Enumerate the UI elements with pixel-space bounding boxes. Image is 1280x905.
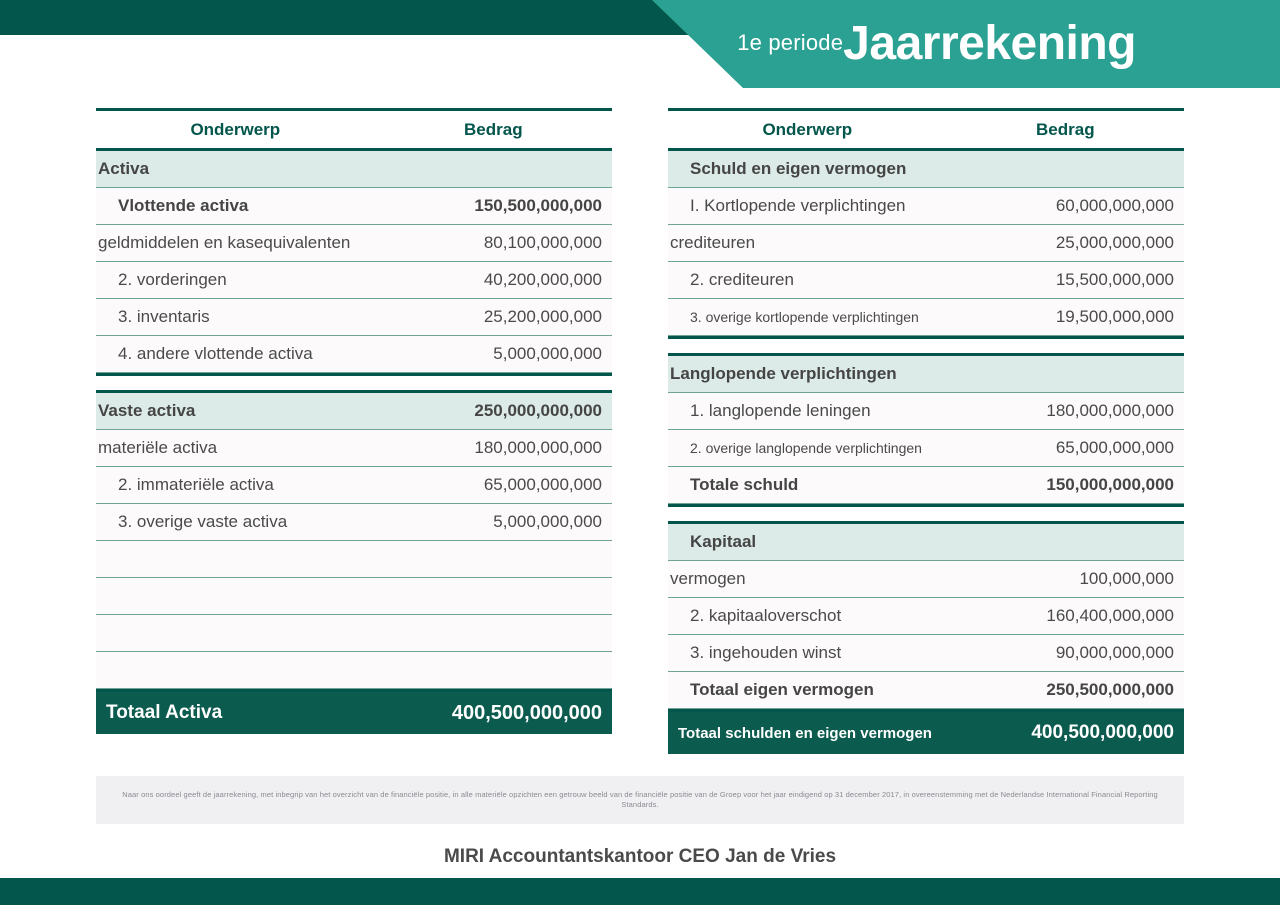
table-row xyxy=(668,561,1184,598)
row-label: Langlopende verplichtingen xyxy=(670,364,897,383)
balance-sheet xyxy=(0,90,1280,868)
footer-bar xyxy=(0,878,1280,905)
table-row xyxy=(668,188,1184,225)
row-label: 1. langlopende leningen xyxy=(690,401,871,420)
row-value: 160,400,000,000 xyxy=(1046,606,1174,625)
total-assets-value: 400,500,000,000 xyxy=(451,701,602,724)
table-row xyxy=(668,430,1184,467)
table-row xyxy=(96,188,612,225)
row-value: 180,000,000,000 xyxy=(474,438,602,457)
row-value: 250,000,000,000 xyxy=(474,401,602,420)
header-dark-wedge xyxy=(0,0,760,90)
liabilities-column xyxy=(668,108,1184,754)
table-row xyxy=(668,598,1184,635)
row-value: 60,000,000,000 xyxy=(1055,196,1174,215)
row-value: 100,000,000 xyxy=(1079,569,1174,588)
total-assets-label: Totaal Activa xyxy=(106,702,223,723)
row-label: Totale schuld xyxy=(690,475,799,494)
table-row xyxy=(96,578,612,615)
row-value: 40,200,000,000 xyxy=(483,270,602,289)
row-label: 3. overige kortlopende verplichtingen xyxy=(690,309,919,325)
row-label: 2. overige langlopende verplichtingen xyxy=(690,440,922,456)
table-row xyxy=(96,652,612,689)
table-block xyxy=(96,151,612,376)
signature-line: MIRI Accountantskantoor CEO Jan de Vries xyxy=(443,846,837,867)
page-header xyxy=(0,0,1280,90)
row-value: 65,000,000,000 xyxy=(1055,438,1174,457)
row-value: 150,500,000,000 xyxy=(474,196,602,215)
row-value: 65,000,000,000 xyxy=(483,475,602,494)
row-label: 3. ingehouden winst xyxy=(690,643,842,662)
tables-container xyxy=(0,90,1280,754)
row-value: 80,100,000,000 xyxy=(483,233,602,252)
table-row xyxy=(668,393,1184,430)
column-header-amount: Bedrag xyxy=(1036,119,1095,139)
assets-column-header-table xyxy=(96,108,612,151)
table-row xyxy=(96,336,612,373)
table-row xyxy=(96,615,612,652)
table-row xyxy=(96,504,612,541)
row-label: 2. kapitaaloverschot xyxy=(690,606,842,625)
table-row xyxy=(96,541,612,578)
row-label: Schuld en eigen vermogen xyxy=(690,159,907,178)
table-row xyxy=(668,672,1184,709)
column-header-subject: Onderwerp xyxy=(190,119,281,139)
row-value: 150,000,000,000 xyxy=(1046,475,1174,494)
row-label: 2. crediteuren xyxy=(690,270,794,289)
total-liabilities-equity-label: Totaal schulden en eigen vermogen xyxy=(678,724,932,742)
row-label: materiële activa xyxy=(98,438,218,457)
table-block xyxy=(668,521,1184,712)
header-title-group xyxy=(737,0,1136,90)
row-label: crediteuren xyxy=(670,233,756,252)
assets-column xyxy=(96,108,612,754)
header-period-label: 1e periode xyxy=(737,30,844,55)
page-title: Jaarrekening xyxy=(843,17,1136,70)
liabilities-blocks xyxy=(668,151,1184,712)
row-value: 15,500,000,000 xyxy=(1055,270,1174,289)
table-row xyxy=(668,225,1184,262)
row-label: Kapitaal xyxy=(690,532,757,551)
column-header-subject: Onderwerp xyxy=(762,119,853,139)
row-label: 3. inventaris xyxy=(118,307,210,326)
section-header-row xyxy=(668,524,1184,561)
table-row xyxy=(96,467,612,504)
table-row xyxy=(96,262,612,299)
total-liabilities-equity-row xyxy=(668,712,1184,754)
assets-blocks xyxy=(96,151,612,692)
table-block xyxy=(96,390,612,692)
table-header-row xyxy=(668,108,1184,151)
total-liabilities-equity-value: 400,500,000,000 xyxy=(1031,722,1174,743)
table-row xyxy=(668,262,1184,299)
row-label: geldmiddelen en kasequivalenten xyxy=(98,233,351,252)
row-label: 2. immateriële activa xyxy=(118,475,274,494)
row-value: 180,000,000,000 xyxy=(1046,401,1174,420)
liabilities-column-header-table xyxy=(668,108,1184,151)
row-label: Vaste activa xyxy=(98,401,196,420)
total-assets-row xyxy=(96,692,612,734)
table-row xyxy=(96,299,612,336)
section-header-row xyxy=(668,151,1184,188)
table-row xyxy=(668,467,1184,504)
row-value: 5,000,000,000 xyxy=(493,512,602,531)
row-value: 5,000,000,000 xyxy=(493,344,602,363)
table-block xyxy=(668,353,1184,507)
row-label: I. Kortlopende verplichtingen xyxy=(690,196,906,215)
section-header-row xyxy=(96,151,612,188)
row-label: 2. vorderingen xyxy=(118,270,227,289)
auditor-opinion-text: Naar ons oordeel geeft de jaarrekening, met inbegrip van het overzicht van de financiële positie, in alle materiële opzichten een getrouw beeld van de financiële positie van de Groep voor het jaar eindigend op 31 december 2017, in overeenstemming met de Nederlandse International Financial Reporting Standards. xyxy=(122,789,1158,809)
table-row xyxy=(668,635,1184,672)
row-value: 90,000,000,000 xyxy=(1055,643,1174,662)
table-row xyxy=(668,299,1184,336)
row-value: 25,000,000,000 xyxy=(1055,233,1174,252)
row-label: Activa xyxy=(98,159,150,178)
row-label: 4. andere vlottende activa xyxy=(118,344,313,363)
auditor-opinion-box xyxy=(96,776,1184,824)
row-label: vermogen xyxy=(670,569,746,588)
row-label: 3. overige vaste activa xyxy=(118,512,288,531)
row-label: Vlottende activa xyxy=(118,196,249,215)
section-header-row xyxy=(96,393,612,430)
row-value: 250,500,000,000 xyxy=(1046,680,1174,699)
column-header-amount: Bedrag xyxy=(464,119,523,139)
table-header-row xyxy=(96,108,612,151)
table-block xyxy=(668,151,1184,339)
row-label: Totaal eigen vermogen xyxy=(690,680,874,699)
row-value: 25,200,000,000 xyxy=(483,307,602,326)
table-row xyxy=(96,225,612,262)
row-value: 19,500,000,000 xyxy=(1055,307,1174,326)
section-header-row xyxy=(668,356,1184,393)
table-row xyxy=(96,430,612,467)
